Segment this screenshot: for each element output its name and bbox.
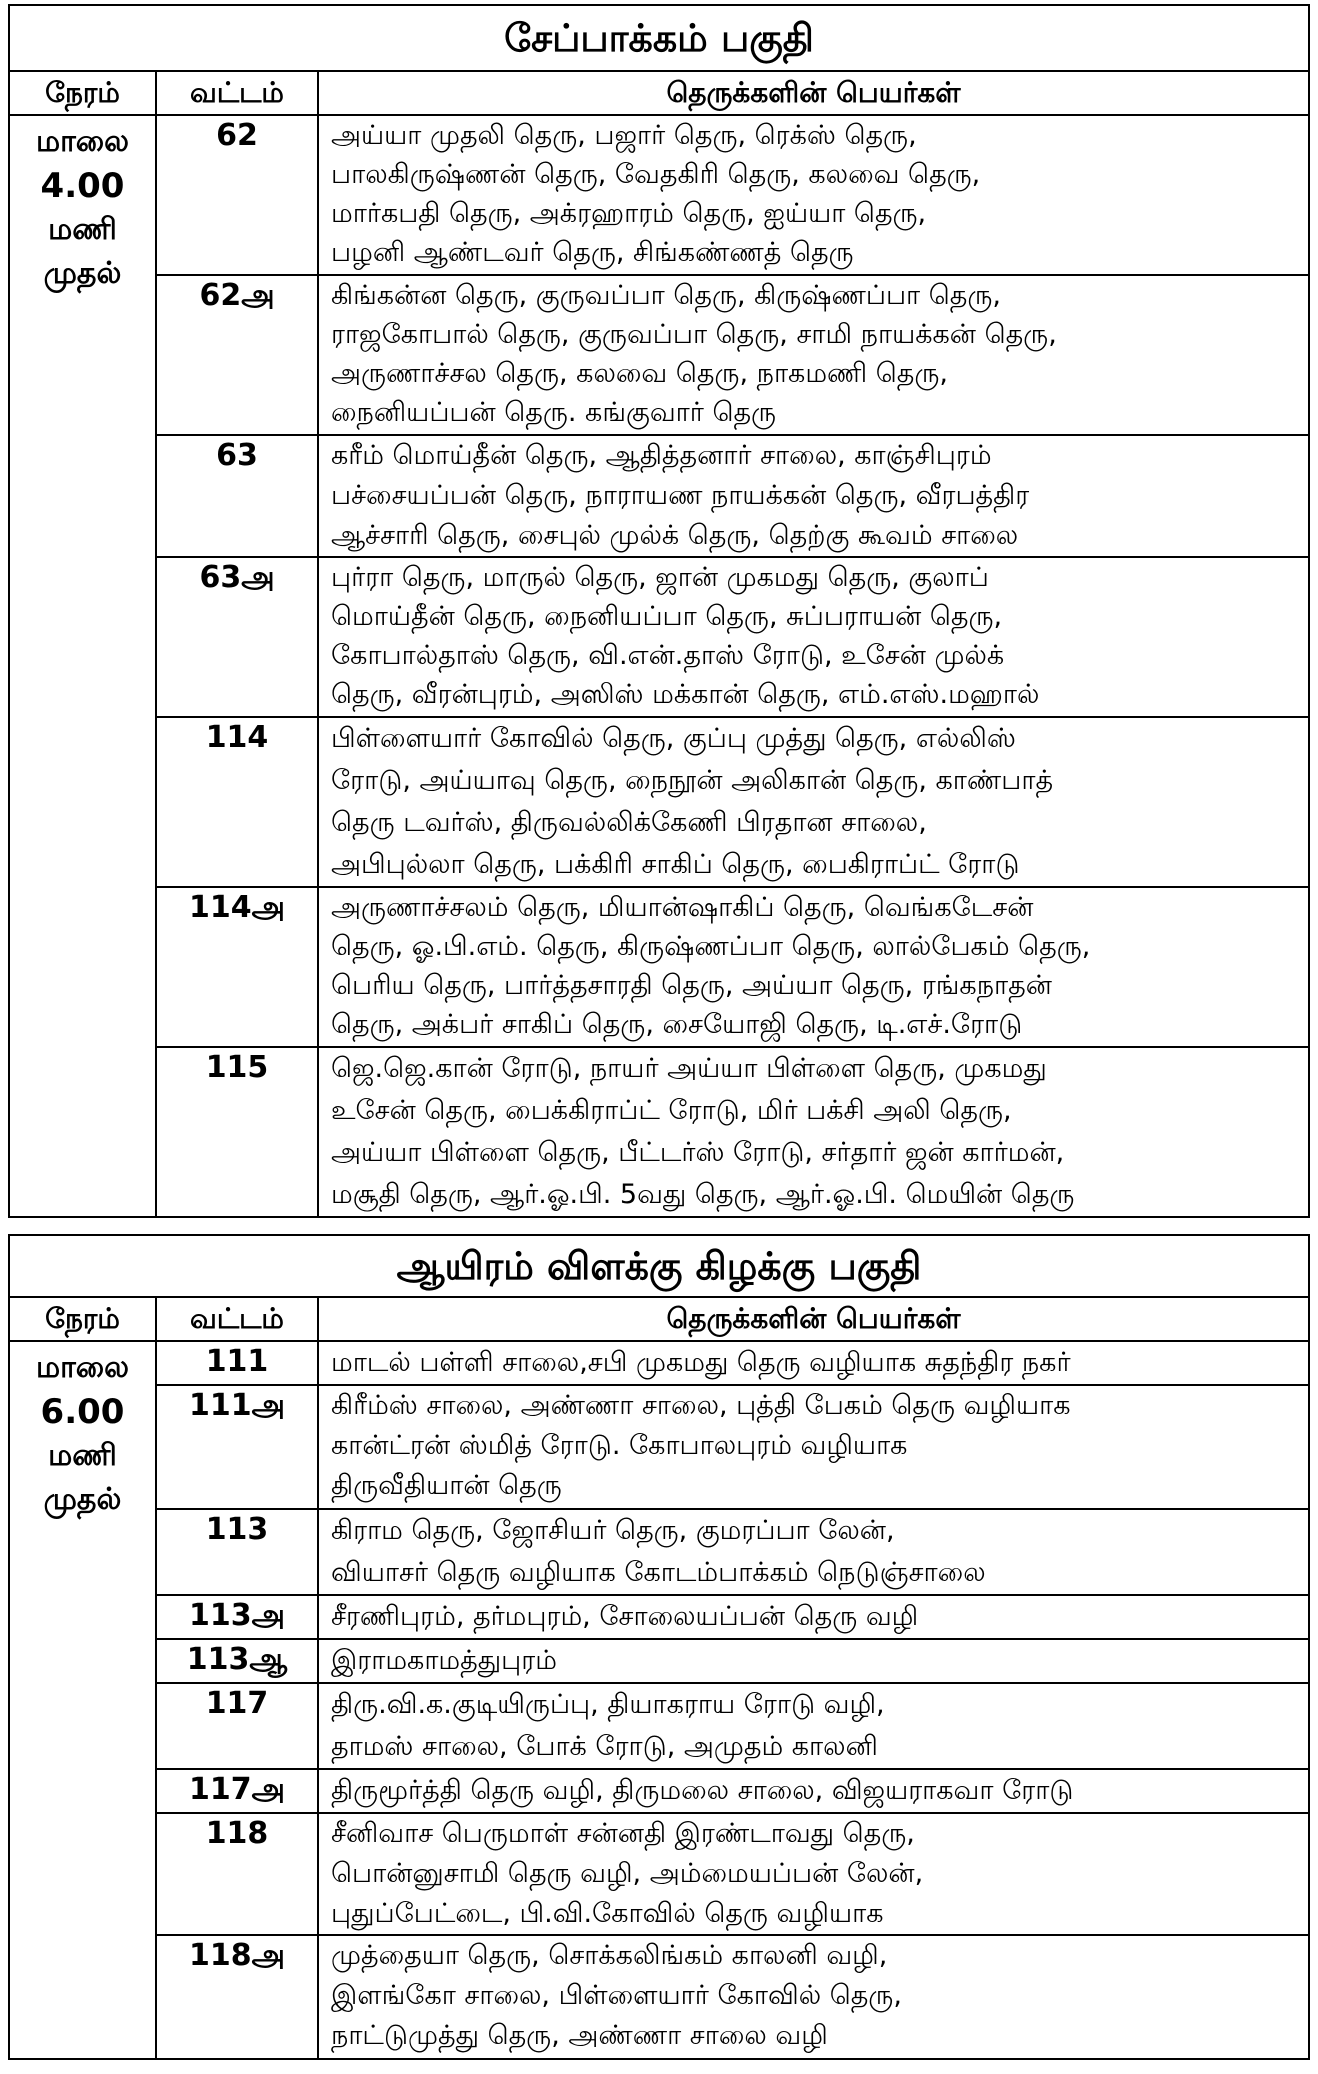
street-line: கரீம் மொய்தீன் தெரு, ஆதித்தனார் சாலை, காஞ்சிபுரம் — [331, 440, 992, 471]
table-row — [9, 717, 1309, 887]
table-row — [9, 1047, 1309, 1217]
section-title: சேப்பாக்கம் பகுதி — [9, 5, 1309, 71]
street-names — [318, 1813, 1309, 1935]
table-row — [9, 1769, 1309, 1813]
street-line: மார்கபதி தெரு, அக்ரஹாரம் தெரு, ஐய்யா தெரு, — [331, 198, 927, 229]
time-text: 6.00 — [40, 1392, 125, 1432]
street-line: பச்சையப்பன் தெரு, நாராயண நாயக்கன் தெரு, வீரபத்திர — [331, 480, 1030, 511]
time-text: மாலை — [35, 124, 130, 159]
table-row — [9, 275, 1309, 435]
ward-number: 111அ — [156, 1385, 318, 1509]
street-line: தாமஸ் சாலை, போக் ரோடு, அமுதம் காலனி — [331, 1731, 878, 1762]
ward-number: 114அ — [156, 887, 318, 1047]
street-names — [318, 1595, 1309, 1639]
street-names — [318, 1769, 1309, 1813]
time-text: முதல் — [43, 256, 122, 291]
street-line: திருமூர்த்தி தெரு வழி, திருமலை சாலை, விஜயராகவா ரோடு — [331, 1775, 1074, 1806]
column-header-time: நேரம் — [9, 71, 156, 115]
street-line: வியாசர் தெரு வழியாக கோடம்பாக்கம் நெடுஞ்சாலை — [331, 1557, 986, 1588]
street-line: அய்யா முதலி தெரு, பஜார் தெரு, ரெக்ஸ் தெரு, — [331, 120, 917, 151]
column-header-ward: வட்டம் — [156, 1297, 318, 1341]
ward-number: 118 — [156, 1813, 318, 1935]
street-line: மாடல் பள்ளி சாலை,சபி முகமது தெரு வழியாக சுதந்திர நகர் — [331, 1347, 1071, 1378]
street-line: கிரீம்ஸ் சாலை, அண்ணா சாலை, புத்தி பேகம் தெரு வழியாக — [331, 1390, 1071, 1421]
street-line: அருணாச்சல தெரு, கலவை தெரு, நாகமணி தெரு, — [331, 358, 948, 389]
street-names — [318, 1509, 1309, 1595]
column-header-ward: வட்டம் — [156, 71, 318, 115]
ward-number: 118அ — [156, 1935, 318, 2059]
street-line: திருவீதியான் தெரு — [331, 1470, 562, 1501]
street-names — [318, 557, 1309, 717]
ward-number: 111 — [156, 1341, 318, 1385]
ward-number: 117 — [156, 1683, 318, 1769]
column-header-streets: தெருக்களின் பெயர்கள் — [318, 71, 1309, 115]
street-line: புதுப்பேட்டை, பி.வி.கோவில் தெரு வழியாக — [331, 1898, 884, 1929]
street-line: இராமகாமத்துபுரம் — [331, 1645, 557, 1676]
table-row — [9, 557, 1309, 717]
street-names — [318, 887, 1309, 1047]
street-line: புர்ரா தெரு, மாருல் தெரு, ஜான் முகமது தெரு, குலாப் — [331, 562, 989, 593]
street-line: அய்யா பிள்ளை தெரு, பீட்டர்ஸ் ரோடு, சர்தார் ஜன் கார்மன், — [331, 1137, 1065, 1168]
street-line: கோபால்தாஸ் தெரு, வி.என்.தாஸ் ரோடு, உசேன் முல்க் — [331, 640, 1005, 671]
street-line: அபிபுல்லா தெரு, பக்கிரி சாகிப் தெரு, பைகிராப்ட் ரோடு — [331, 849, 1020, 880]
street-line: அருணாச்சலம் தெரு, மியான்ஷாகிப் தெரு, வெங்கடேசன் — [331, 892, 1034, 923]
section-chepauk — [8, 4, 1310, 1218]
table-row — [9, 1639, 1309, 1683]
street-line: ஜெ.ஜெ.கான் ரோடு, நாயர் அய்யா பிள்ளை தெரு, முகமது — [331, 1053, 1047, 1084]
ward-number: 113அ — [156, 1595, 318, 1639]
table-row — [9, 1509, 1309, 1595]
table-row — [9, 1813, 1309, 1935]
column-header-time: நேரம் — [9, 1297, 156, 1341]
ward-number: 113 — [156, 1509, 318, 1595]
ward-number: 62 — [156, 115, 318, 275]
street-line: இளங்கோ சாலை, பிள்ளையார் கோவில் தெரு, — [331, 1980, 902, 2011]
street-line: நைனியப்பன் தெரு. கங்குவார் தெரு — [331, 397, 777, 428]
section-title: ஆயிரம் விளக்கு கிழக்கு பகுதி — [9, 1235, 1309, 1297]
table-row — [9, 1683, 1309, 1769]
street-line: பெரிய தெரு, பார்த்தசாரதி தெரு, அய்யா தெரு, ரங்கநாதன் — [331, 970, 1052, 1001]
table-row — [9, 1341, 1309, 1385]
street-line: உசேன் தெரு, பைக்கிராப்ட் ரோடு, மிர் பக்சி அலி தெரு, — [331, 1095, 1012, 1126]
table-row — [9, 887, 1309, 1047]
street-line: கான்ட்ரன் ஸ்மித் ரோடு. கோபாலபுரம் வழியாக — [331, 1430, 908, 1461]
time-cell — [9, 115, 156, 1217]
table-row — [9, 115, 1309, 275]
time-text: மாலை — [35, 1350, 130, 1385]
street-names — [318, 1935, 1309, 2059]
table-row — [9, 1935, 1309, 2059]
street-names — [318, 115, 1309, 275]
schedule-table — [8, 4, 1310, 1218]
time-text: முதல் — [43, 1482, 122, 1517]
section-thousand-lights-east — [8, 1234, 1310, 2060]
ward-number: 63 — [156, 435, 318, 557]
street-line: முத்தையா தெரு, சொக்கலிங்கம் காலனி வழி, — [331, 1940, 888, 1971]
street-line: தெரு, வீரன்புரம், அஸிஸ் மக்கான் தெரு, எம்.எஸ்.மஹால் — [331, 679, 1040, 710]
ward-number: 62அ — [156, 275, 318, 435]
street-names — [318, 435, 1309, 557]
street-line: ரோடு, அய்யாவு தெரு, நைநூன் அலிகான் தெரு, காண்பாத் — [331, 765, 1054, 796]
street-names — [318, 1385, 1309, 1509]
street-line: கிங்கன்ன தெரு, குருவப்பா தெரு, கிருஷ்ணப்பா தெரு, — [331, 280, 1001, 311]
ward-number: 115 — [156, 1047, 318, 1217]
time-text: மணி — [48, 212, 117, 247]
column-header-streets: தெருக்களின் பெயர்கள் — [318, 1297, 1309, 1341]
street-line: நாட்டுமுத்து தெரு, அண்ணா சாலை வழி — [331, 2020, 828, 2051]
street-line: தெரு, ஓ.பி.எம். தெரு, கிருஷ்ணப்பா தெரு, லால்பேகம் தெரு, — [331, 931, 1091, 962]
street-line: மசூதி தெரு, ஆர்.ஓ.பி. 5வது தெரு, ஆர்.ஓ.பி. மெயின் தெரு — [331, 1179, 1075, 1210]
street-names — [318, 1639, 1309, 1683]
street-line: பழனி ஆண்டவர் தெரு, சிங்கண்ணத் தெரு — [331, 237, 854, 268]
street-names — [318, 717, 1309, 887]
street-line: மொய்தீன் தெரு, நைனியப்பா தெரு, சுப்பராயன் தெரு, — [331, 601, 1003, 632]
table-row — [9, 1595, 1309, 1639]
street-line: சீரணிபுரம், தர்மபுரம், சோலையப்பன் தெரு வழி — [331, 1601, 919, 1632]
street-line: தெரு டவர்ஸ், திருவல்லிக்கேணி பிரதான சாலை, — [331, 807, 927, 838]
schedule-table — [8, 1234, 1310, 2060]
street-line: பிள்ளையார் கோவில் தெரு, குப்பு முத்து தெரு, எல்லிஸ் — [331, 723, 1016, 754]
street-line: சீனிவாச பெருமாள் சன்னதி இரண்டாவது தெரு, — [331, 1818, 915, 1849]
ward-number: 114 — [156, 717, 318, 887]
street-names — [318, 1683, 1309, 1769]
time-text: மணி — [48, 1438, 117, 1473]
street-line: ராஜகோபால் தெரு, குருவப்பா தெரு, சாமி நாயக்கன் தெரு, — [331, 319, 1057, 350]
ward-number: 63அ — [156, 557, 318, 717]
time-text: 4.00 — [40, 166, 125, 206]
table-row — [9, 1385, 1309, 1509]
street-line: பொன்னுசாமி தெரு வழி, அம்மையப்பன் லேன், — [331, 1858, 924, 1889]
street-line: திரு.வி.க.குடியிருப்பு, தியாகராய ரோடு வழி, — [331, 1689, 885, 1720]
table-row — [9, 435, 1309, 557]
street-names — [318, 1341, 1309, 1385]
ward-number: 117அ — [156, 1769, 318, 1813]
street-names — [318, 1047, 1309, 1217]
street-names — [318, 275, 1309, 435]
street-line: ஆச்சாரி தெரு, சைபுல் முல்க் தெரு, தெற்கு கூவம் சாலை — [331, 520, 1019, 551]
time-cell — [9, 1341, 156, 2059]
street-line: பாலகிருஷ்ணன் தெரு, வேதகிரி தெரு, கலவை தெரு, — [331, 159, 981, 190]
street-line: கிராம தெரு, ஜோசியர் தெரு, குமரப்பா லேன், — [331, 1515, 895, 1546]
ward-number: 113ஆ — [156, 1639, 318, 1683]
street-line: தெரு, அக்பர் சாகிப் தெரு, சையோஜி தெரு, டி.எச்.ரோடு — [331, 1009, 1023, 1040]
